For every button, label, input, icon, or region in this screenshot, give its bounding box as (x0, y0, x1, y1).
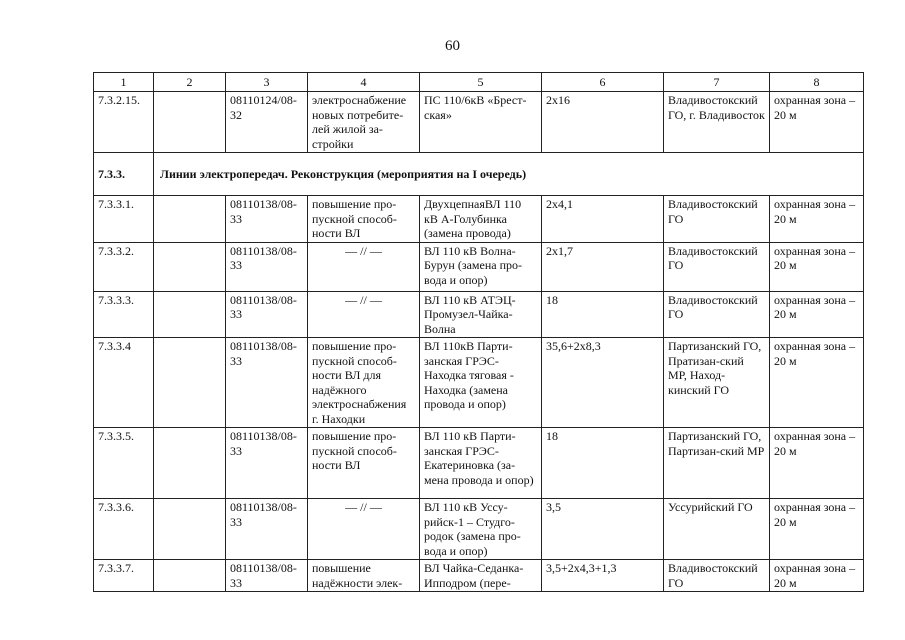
table-row (94, 338, 864, 428)
item-number: 7.3.3.7. (94, 560, 154, 592)
column-2-cell (154, 291, 226, 338)
table-body-bottom (94, 196, 864, 592)
section-body (94, 153, 864, 196)
item-number: 7.3.3.2. (94, 242, 154, 291)
table-row (94, 92, 864, 153)
code-cell: 08110138/08-33 (226, 196, 308, 243)
parameter-cell: 2x1,7 (542, 242, 664, 291)
object-cell: ВЛ 110 кВ Уссу-рийск-1 – Студго-родок (замена про-вода и опор) (420, 499, 542, 560)
location-cell: Владивостокский ГО (664, 242, 770, 291)
header-cell: 8 (770, 73, 864, 92)
zone-cell: охранная зона – 20 м (770, 291, 864, 338)
item-number: 7.3.3.4 (94, 338, 154, 428)
header-cell: 3 (226, 73, 308, 92)
table-body-top (94, 92, 864, 153)
column-2-cell (154, 92, 226, 153)
page-number: 60 (445, 38, 460, 54)
code-cell: 08110138/08-33 (226, 499, 308, 560)
table-row (94, 499, 864, 560)
table-row (94, 242, 864, 291)
item-number: 7.3.3.3. (94, 291, 154, 338)
parameter-cell: 18 (542, 291, 664, 338)
object-cell: ВЛ 110кВ Парти-занская ГРЭС-Находка тяговая - Находка (замена провода и опор) (420, 338, 542, 428)
table-row (94, 196, 864, 243)
data-table (93, 72, 864, 592)
purpose-cell: повышение про-пускной способ-ности ВЛ (308, 196, 420, 243)
code-cell: 08110124/08-32 (226, 92, 308, 153)
location-cell: Партизанский ГО, Пратизан-ский МР, Наход-кинский ГО (664, 338, 770, 428)
object-cell: ВЛ 110 кВ Парти-занская ГРЭС-Екатериновка (за-мена провода и опор) (420, 428, 542, 499)
parameter-cell: 2x16 (542, 92, 664, 153)
header-row (94, 73, 864, 92)
parameter-cell: 2x4,1 (542, 196, 664, 243)
object-cell: ВЛ Чайка-Седанка-Ипподром (пере- (420, 560, 542, 592)
header-cell: 1 (94, 73, 154, 92)
table-row (94, 428, 864, 499)
zone-cell: охранная зона – 20 м (770, 338, 864, 428)
column-2-cell (154, 560, 226, 592)
code-cell: 08110138/08-33 (226, 242, 308, 291)
parameter-cell: 3,5+2x4,3+1,3 (542, 560, 664, 592)
header-cell: 6 (542, 73, 664, 92)
parameter-cell: 35,6+2x8,3 (542, 338, 664, 428)
code-cell: 08110138/08-33 (226, 291, 308, 338)
item-number: 7.3.3.6. (94, 499, 154, 560)
column-2-cell (154, 196, 226, 243)
header-cell: 2 (154, 73, 226, 92)
location-cell: Уссурийский ГО (664, 499, 770, 560)
zone-cell: охранная зона – 20 м (770, 92, 864, 153)
code-cell: 08110138/08-33 (226, 560, 308, 592)
location-cell: Владивостокский ГО, г. Владивосток (664, 92, 770, 153)
code-cell: 08110138/08-33 (226, 338, 308, 428)
zone-cell: охранная зона – 20 м (770, 196, 864, 243)
zone-cell: охранная зона – 20 м (770, 499, 864, 560)
location-cell: Владивостокский ГО (664, 560, 770, 592)
object-cell: ВЛ 110 кВ Волна-Бурун (замена про-вода и опор) (420, 242, 542, 291)
item-number: 7.3.3.1. (94, 196, 154, 243)
purpose-cell: повышение про-пускной способ-ности ВЛ для надёжного электроснабжения г. Находки (308, 338, 420, 428)
parameter-cell: 3,5 (542, 499, 664, 560)
zone-cell: охранная зона – 20 м (770, 560, 864, 592)
section-row (94, 153, 864, 196)
zone-cell: охранная зона – 20 м (770, 242, 864, 291)
location-cell: Владивостокский ГО (664, 196, 770, 243)
table-row (94, 560, 864, 592)
object-cell: ПС 110/6кВ «Брест-ская» (420, 92, 542, 153)
object-cell: ДвухцепнаяВЛ 110 кВ А-Голубинка (замена провода) (420, 196, 542, 243)
table-row (94, 291, 864, 338)
column-2-cell (154, 499, 226, 560)
item-number: 7.3.2.15. (94, 92, 154, 153)
purpose-cell: — // — (308, 291, 420, 338)
section-number: 7.3.3. (94, 153, 154, 196)
location-cell: Владивостокский ГО (664, 291, 770, 338)
header-cell: 4 (308, 73, 420, 92)
item-number: 7.3.3.5. (94, 428, 154, 499)
purpose-cell: повышение про-пускной способ-ности ВЛ (308, 428, 420, 499)
column-2-cell (154, 242, 226, 291)
location-cell: Партизанский ГО, Партизан-ский МР (664, 428, 770, 499)
code-cell: 08110138/08-33 (226, 428, 308, 499)
purpose-cell: — // — (308, 499, 420, 560)
purpose-cell: — // — (308, 242, 420, 291)
purpose-cell: электроснабжение новых потребите-лей жилой за-стройки (308, 92, 420, 153)
zone-cell: охранная зона – 20 м (770, 428, 864, 499)
section-title: Линии электропередач. Реконструкция (мероприятия на I очередь) (154, 153, 864, 196)
column-2-cell (154, 338, 226, 428)
parameter-cell: 18 (542, 428, 664, 499)
column-2-cell (154, 428, 226, 499)
header-cell: 7 (664, 73, 770, 92)
header-cell: 5 (420, 73, 542, 92)
object-cell: ВЛ 110 кВ АТЭЦ-Промузел-Чайка-Волна (420, 291, 542, 338)
purpose-cell: повышение надёжности элек- (308, 560, 420, 592)
